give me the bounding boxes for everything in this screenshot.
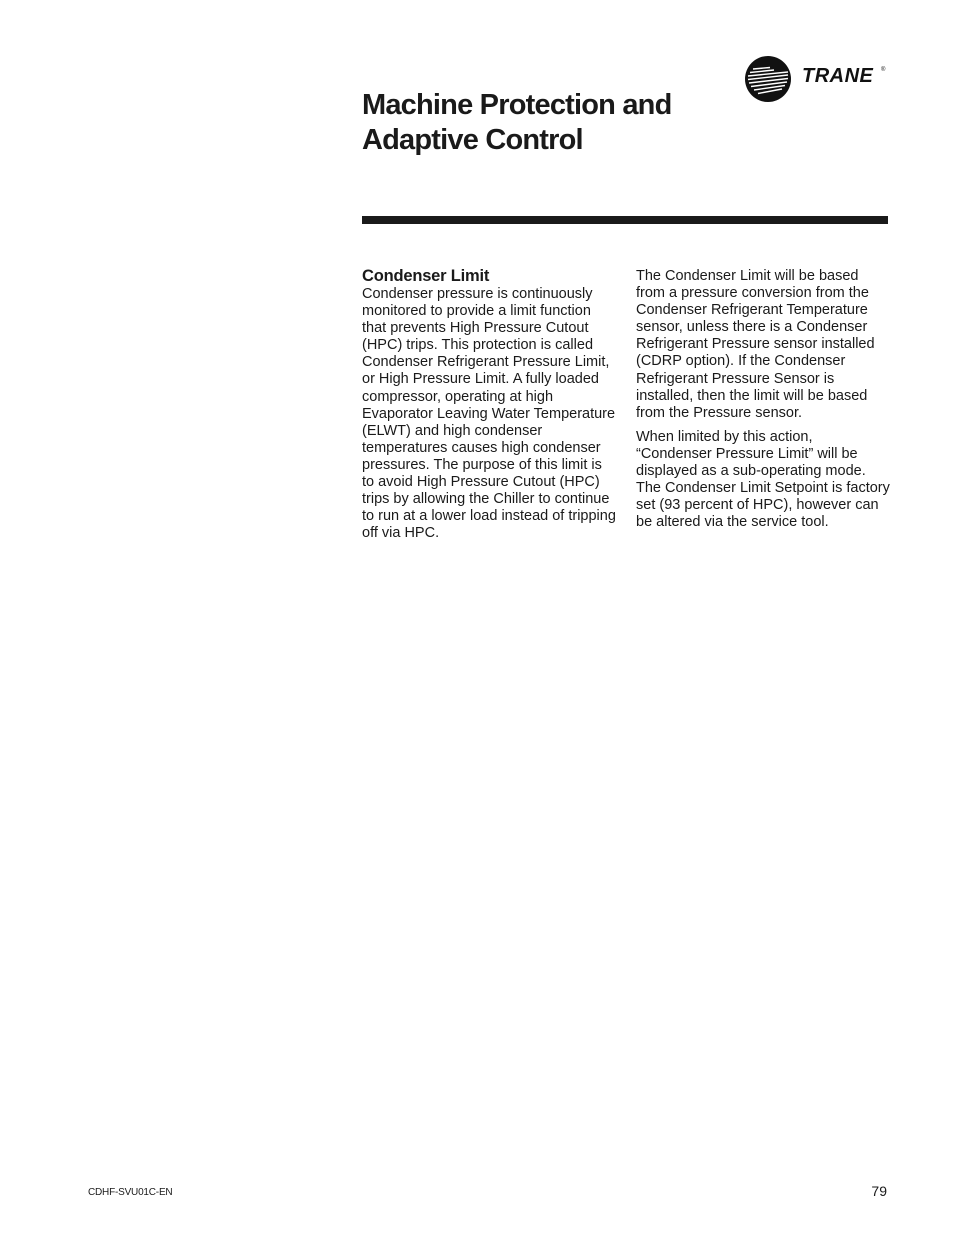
trane-circle-icon <box>744 55 792 103</box>
right-paragraph-2: When limited by this action, “Condenser Pressure Limit” will be displayed as a sub-operating mode. The Condenser Limit Setpoint is factory set (93 percent of HPC), however can be altered via the service tool. <box>636 428 890 531</box>
footer-page-number: 79 <box>871 1183 887 1199</box>
right-column <box>636 268 891 531</box>
right-paragraph-1: The Condenser Limit will be based from a pressure conversion from the Condenser Refrigerant Temperature sensor, unless there is a Condenser Refrigerant Pressure sensor installed (CDRP option). If the Condenser Refrigerant Pressure Sensor is installed, then the limit will be based from the Pressure sensor. <box>636 268 875 421</box>
brand-name: TRANE <box>802 65 874 87</box>
footer-doc-number: CDHF-SVU01C-EN <box>88 1187 173 1198</box>
left-column <box>362 266 617 542</box>
trane-logo <box>744 55 894 103</box>
title-divider <box>362 216 888 224</box>
left-paragraph: Condenser pressure is continuously monitored to provide a limit function that prevents High Pressure Cutout (HPC) trips. This protection is called Condenser Refrigerant Pressure Limit, or High Pressure Limit. A fully loaded compressor, operating at high Evaporator Leaving Water Temperature (ELWT) and high condenser temperatures causes high condenser pressures. The purpose of this limit is to avoid High Pressure Cutout (HPC) trips by allowing the Chiller to continue to run at a lower load instead of tripping off via HPC. <box>362 286 616 542</box>
page-title: Machine Protection and Adaptive Control <box>362 89 672 156</box>
registered-mark: ® <box>881 67 886 73</box>
section-heading: Condenser Limit <box>362 267 490 285</box>
